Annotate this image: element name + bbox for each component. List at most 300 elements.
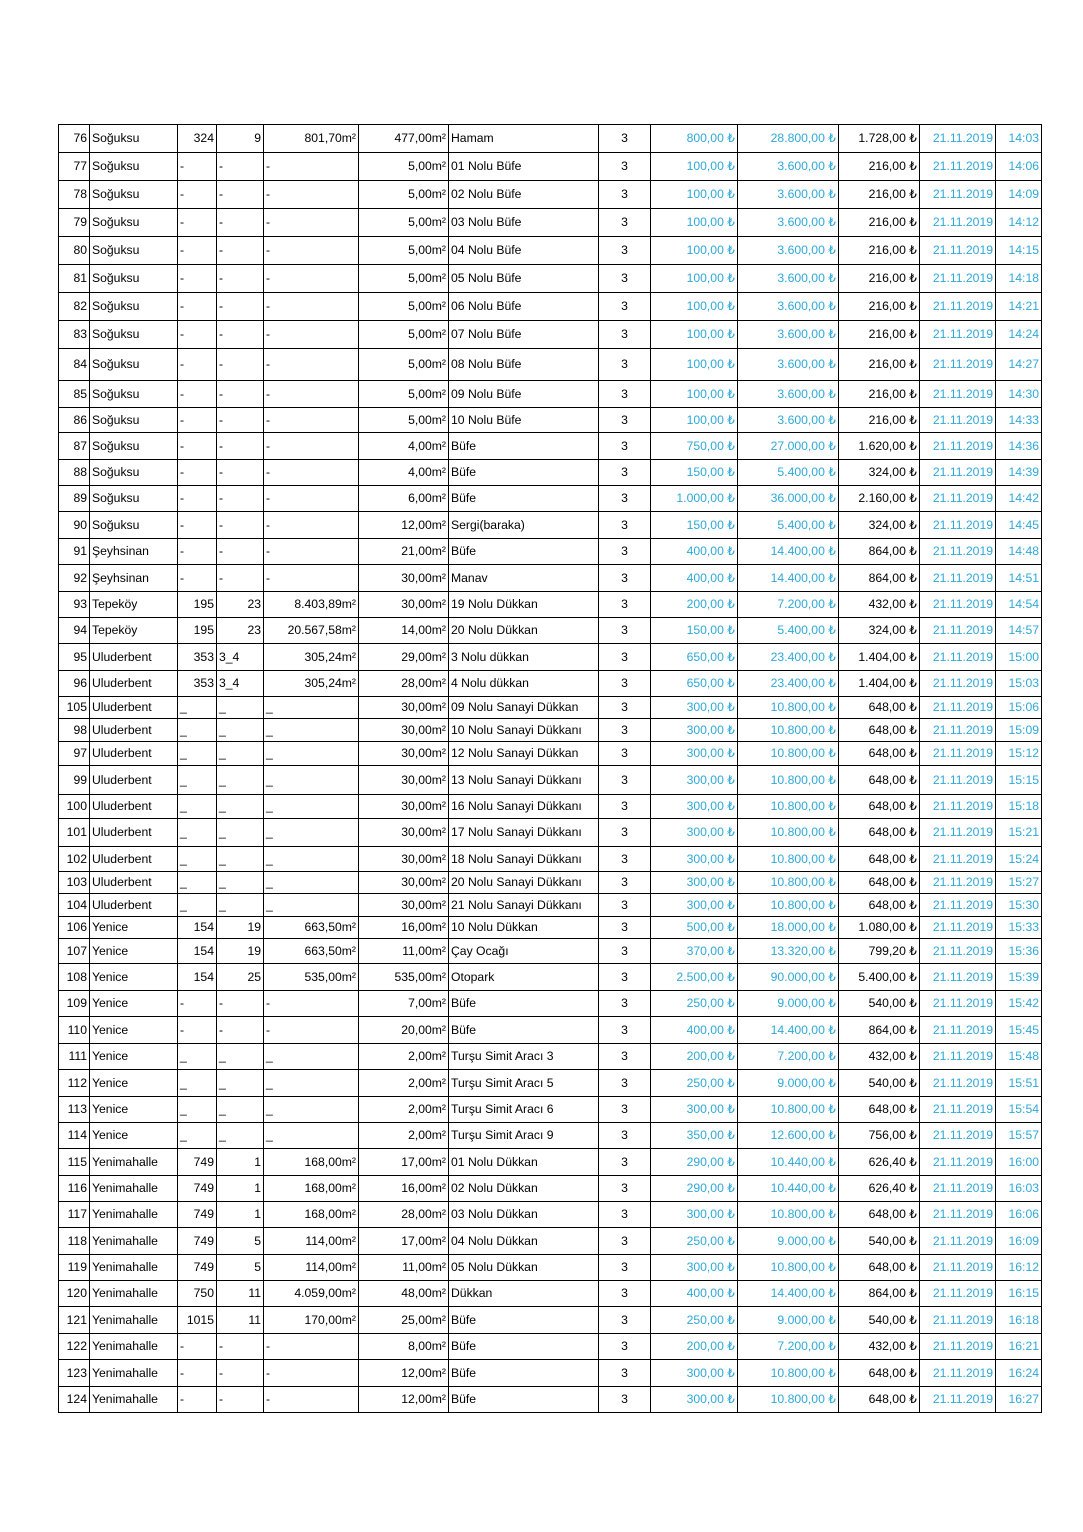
property-type-cell: Turşu Simit Aracı 5 [449,1070,599,1097]
rental-area-cell: 20,00m² [359,1017,449,1044]
property-type-cell: 20 Nolu Sanayi Dükkanı [449,872,599,894]
auction-time-cell: 15:09 [996,719,1042,742]
table-row [59,742,1042,766]
parcel-lot-cell: 1 [217,1176,264,1202]
auction-date-cell: 21.11.2019 [920,321,996,349]
table-row [59,719,1042,742]
table-row [59,697,1042,719]
lease-term-cell: 3 [599,939,651,964]
parcel-block-cell: 749 [178,1149,217,1176]
parcel-area-cell: - [264,237,359,265]
neighborhood-cell: Yenice [90,1097,178,1123]
neighborhood-cell: Soğuksu [90,408,178,433]
deposit-cell: 864,00 ₺ [839,565,920,592]
parcel-block-cell: _ [178,795,217,819]
auction-date-cell: 21.11.2019 [920,125,996,153]
monthly-rent-cell: 350,00 ₺ [651,1123,738,1149]
lease-term-cell: 3 [599,1123,651,1149]
auction-date-cell: 21.11.2019 [920,349,996,381]
row-number-cell: 112 [59,1070,90,1097]
neighborhood-cell: Yenice [90,939,178,964]
table-row [59,991,1042,1017]
deposit-cell: 648,00 ₺ [839,1387,920,1413]
auction-date-cell: 21.11.2019 [920,1044,996,1070]
neighborhood-cell: Şeyhsinan [90,565,178,592]
parcel-area-cell: _ [264,697,359,719]
neighborhood-cell: Tepeköy [90,592,178,618]
lease-term-cell: 3 [599,153,651,181]
parcel-lot-cell: - [217,991,264,1017]
row-number-cell: 89 [59,486,90,512]
rental-area-cell: 30,00m² [359,819,449,847]
total-price-cell: 5.400,00 ₺ [738,618,839,644]
lease-term-cell: 3 [599,1387,651,1413]
neighborhood-cell: Yenimahalle [90,1202,178,1228]
row-number-cell: 85 [59,381,90,408]
row-number-cell: 122 [59,1334,90,1360]
deposit-cell: 216,00 ₺ [839,181,920,209]
total-price-cell: 14.400,00 ₺ [738,565,839,592]
deposit-cell: 648,00 ₺ [839,766,920,795]
parcel-lot-cell: 11 [217,1281,264,1307]
table-row [59,644,1042,671]
auction-time-cell: 14:21 [996,293,1042,321]
auction-date-cell: 21.11.2019 [920,1255,996,1281]
lease-term-cell: 3 [599,917,651,939]
parcel-area-cell: - [264,153,359,181]
parcel-lot-cell: 3_4 [217,644,264,671]
table-row [59,1097,1042,1123]
property-type-cell: Büfe [449,1307,599,1334]
parcel-area-cell: 801,70m² [264,125,359,153]
neighborhood-cell: Şeyhsinan [90,539,178,565]
auction-date-cell: 21.11.2019 [920,872,996,894]
monthly-rent-cell: 300,00 ₺ [651,1202,738,1228]
total-price-cell: 3.600,00 ₺ [738,181,839,209]
property-type-cell: 13 Nolu Sanayi Dükkanı [449,766,599,795]
lease-term-cell: 3 [599,433,651,460]
rental-area-cell: 7,00m² [359,991,449,1017]
auction-time-cell: 15:51 [996,1070,1042,1097]
deposit-cell: 1.080,00 ₺ [839,917,920,939]
parcel-block-cell: 749 [178,1255,217,1281]
monthly-rent-cell: 300,00 ₺ [651,1360,738,1387]
property-type-cell: Büfe [449,1387,599,1413]
monthly-rent-cell: 650,00 ₺ [651,671,738,697]
monthly-rent-cell: 200,00 ₺ [651,592,738,618]
property-type-cell: Manav [449,565,599,592]
total-price-cell: 3.600,00 ₺ [738,153,839,181]
parcel-area-cell: _ [264,795,359,819]
parcel-lot-cell: _ [217,819,264,847]
auction-date-cell: 21.11.2019 [920,1360,996,1387]
parcel-area-cell: - [264,565,359,592]
auction-date-cell: 21.11.2019 [920,293,996,321]
property-type-cell: Büfe [449,460,599,486]
monthly-rent-cell: 500,00 ₺ [651,917,738,939]
total-price-cell: 10.800,00 ₺ [738,795,839,819]
parcel-lot-cell: - [217,512,264,539]
deposit-cell: 1.620,00 ₺ [839,433,920,460]
rental-area-cell: 12,00m² [359,1387,449,1413]
monthly-rent-cell: 200,00 ₺ [651,1044,738,1070]
auction-date-cell: 21.11.2019 [920,237,996,265]
auction-time-cell: 14:27 [996,349,1042,381]
lease-term-cell: 3 [599,1228,651,1255]
auction-date-cell: 21.11.2019 [920,265,996,293]
table-row [59,433,1042,460]
auction-time-cell: 15:12 [996,742,1042,766]
rental-area-cell: 30,00m² [359,872,449,894]
total-price-cell: 3.600,00 ₺ [738,237,839,265]
total-price-cell: 10.800,00 ₺ [738,1255,839,1281]
row-number-cell: 119 [59,1255,90,1281]
parcel-lot-cell: _ [217,847,264,872]
parcel-area-cell: - [264,991,359,1017]
auction-time-cell: 14:39 [996,460,1042,486]
table-row [59,125,1042,153]
parcel-area-cell: - [264,1387,359,1413]
property-type-cell: 09 Nolu Büfe [449,381,599,408]
total-price-cell: 9.000,00 ₺ [738,1228,839,1255]
parcel-block-cell: - [178,293,217,321]
auction-time-cell: 16:09 [996,1228,1042,1255]
parcel-area-cell: _ [264,872,359,894]
parcel-area-cell: - [264,293,359,321]
lease-term-cell: 3 [599,742,651,766]
parcel-area-cell: - [264,381,359,408]
rental-area-cell: 477,00m² [359,125,449,153]
auction-time-cell: 14:06 [996,153,1042,181]
property-type-cell: 10 Nolu Dükkan [449,917,599,939]
auction-date-cell: 21.11.2019 [920,486,996,512]
neighborhood-cell: Soğuksu [90,512,178,539]
total-price-cell: 10.440,00 ₺ [738,1176,839,1202]
lease-term-cell: 3 [599,819,651,847]
parcel-lot-cell: 19 [217,917,264,939]
auction-date-cell: 21.11.2019 [920,565,996,592]
auction-date-cell: 21.11.2019 [920,618,996,644]
parcel-block-cell: - [178,433,217,460]
row-number-cell: 80 [59,237,90,265]
auction-date-cell: 21.11.2019 [920,153,996,181]
table-row [59,512,1042,539]
rental-area-cell: 4,00m² [359,460,449,486]
monthly-rent-cell: 290,00 ₺ [651,1176,738,1202]
parcel-block-cell: - [178,153,217,181]
auction-date-cell: 21.11.2019 [920,795,996,819]
deposit-cell: 540,00 ₺ [839,1228,920,1255]
row-number-cell: 90 [59,512,90,539]
neighborhood-cell: Uluderbent [90,894,178,917]
parcel-block-cell: 195 [178,618,217,644]
lease-term-cell: 3 [599,618,651,644]
lease-term-cell: 3 [599,565,651,592]
parcel-lot-cell: - [217,1017,264,1044]
deposit-cell: 324,00 ₺ [839,512,920,539]
table-row [59,1202,1042,1228]
monthly-rent-cell: 100,00 ₺ [651,181,738,209]
auction-time-cell: 16:03 [996,1176,1042,1202]
row-number-cell: 102 [59,847,90,872]
total-price-cell: 10.800,00 ₺ [738,847,839,872]
lease-term-cell: 3 [599,460,651,486]
parcel-area-cell: - [264,539,359,565]
auction-date-cell: 21.11.2019 [920,1334,996,1360]
row-number-cell: 87 [59,433,90,460]
rental-area-cell: 5,00m² [359,181,449,209]
property-type-cell: Büfe [449,433,599,460]
deposit-cell: 799,20 ₺ [839,939,920,964]
total-price-cell: 14.400,00 ₺ [738,1017,839,1044]
total-price-cell: 3.600,00 ₺ [738,408,839,433]
parcel-area-cell: _ [264,1044,359,1070]
table-row [59,381,1042,408]
rental-area-cell: 29,00m² [359,644,449,671]
parcel-block-cell: _ [178,819,217,847]
auction-time-cell: 16:24 [996,1360,1042,1387]
neighborhood-cell: Soğuksu [90,265,178,293]
row-number-cell: 83 [59,321,90,349]
auction-date-cell: 21.11.2019 [920,1228,996,1255]
neighborhood-cell: Uluderbent [90,742,178,766]
deposit-cell: 216,00 ₺ [839,349,920,381]
property-type-cell: Sergi(baraka) [449,512,599,539]
parcel-block-cell: - [178,1387,217,1413]
table-row [59,237,1042,265]
auction-time-cell: 16:15 [996,1281,1042,1307]
rental-area-cell: 5,00m² [359,349,449,381]
table-row [59,486,1042,512]
deposit-cell: 216,00 ₺ [839,293,920,321]
monthly-rent-cell: 300,00 ₺ [651,1255,738,1281]
neighborhood-cell: Uluderbent [90,766,178,795]
deposit-cell: 648,00 ₺ [839,1360,920,1387]
property-type-cell: 10 Nolu Sanayi Dükkanı [449,719,599,742]
lease-term-cell: 3 [599,991,651,1017]
parcel-area-cell: - [264,408,359,433]
property-type-cell: Büfe [449,1017,599,1044]
monthly-rent-cell: 400,00 ₺ [651,1281,738,1307]
property-type-cell: 4 Nolu dükkan [449,671,599,697]
deposit-cell: 216,00 ₺ [839,321,920,349]
property-type-cell: 03 Nolu Dükkan [449,1202,599,1228]
parcel-area-cell: _ [264,819,359,847]
total-price-cell: 18.000,00 ₺ [738,917,839,939]
table-body [59,125,1042,1413]
auction-date-cell: 21.11.2019 [920,964,996,991]
auction-time-cell: 16:18 [996,1307,1042,1334]
table-row [59,1360,1042,1387]
rental-area-cell: 30,00m² [359,697,449,719]
rental-area-cell: 5,00m² [359,381,449,408]
property-type-cell: Büfe [449,1334,599,1360]
monthly-rent-cell: 100,00 ₺ [651,408,738,433]
parcel-lot-cell: - [217,153,264,181]
total-price-cell: 10.800,00 ₺ [738,697,839,719]
rental-area-cell: 6,00m² [359,486,449,512]
parcel-block-cell: _ [178,766,217,795]
lease-term-cell: 3 [599,766,651,795]
table-row [59,917,1042,939]
auction-time-cell: 16:12 [996,1255,1042,1281]
lease-term-cell: 3 [599,237,651,265]
monthly-rent-cell: 150,00 ₺ [651,460,738,486]
parcel-block-cell: - [178,321,217,349]
monthly-rent-cell: 1.000,00 ₺ [651,486,738,512]
neighborhood-cell: Yenimahalle [90,1307,178,1334]
rental-area-cell: 5,00m² [359,293,449,321]
neighborhood-cell: Yenimahalle [90,1228,178,1255]
parcel-block-cell: - [178,265,217,293]
deposit-cell: 1.404,00 ₺ [839,671,920,697]
table-row [59,539,1042,565]
row-number-cell: 95 [59,644,90,671]
neighborhood-cell: Uluderbent [90,697,178,719]
parcel-area-cell: - [264,433,359,460]
lease-term-cell: 3 [599,795,651,819]
total-price-cell: 28.800,00 ₺ [738,125,839,153]
lease-term-cell: 3 [599,539,651,565]
lease-term-cell: 3 [599,486,651,512]
rental-area-cell: 17,00m² [359,1228,449,1255]
total-price-cell: 10.800,00 ₺ [738,819,839,847]
row-number-cell: 106 [59,917,90,939]
neighborhood-cell: Yenimahalle [90,1387,178,1413]
neighborhood-cell: Soğuksu [90,125,178,153]
monthly-rent-cell: 300,00 ₺ [651,795,738,819]
total-price-cell: 36.000,00 ₺ [738,486,839,512]
deposit-cell: 648,00 ₺ [839,719,920,742]
property-type-cell: 19 Nolu Dükkan [449,592,599,618]
parcel-lot-cell: 11 [217,1307,264,1334]
lease-term-cell: 3 [599,592,651,618]
parcel-lot-cell: _ [217,795,264,819]
property-type-cell: Çay Ocağı [449,939,599,964]
auction-time-cell: 14:15 [996,237,1042,265]
parcel-lot-cell: _ [217,1070,264,1097]
parcel-block-cell: - [178,991,217,1017]
parcel-lot-cell: - [217,237,264,265]
total-price-cell: 7.200,00 ₺ [738,592,839,618]
table-row [59,872,1042,894]
parcel-lot-cell: - [217,321,264,349]
parcel-lot-cell: - [217,209,264,237]
total-price-cell: 3.600,00 ₺ [738,265,839,293]
deposit-cell: 648,00 ₺ [839,819,920,847]
deposit-cell: 648,00 ₺ [839,1202,920,1228]
table-row [59,1070,1042,1097]
neighborhood-cell: Soğuksu [90,153,178,181]
rental-area-cell: 2,00m² [359,1123,449,1149]
property-type-cell: Turşu Simit Aracı 6 [449,1097,599,1123]
total-price-cell: 10.800,00 ₺ [738,1360,839,1387]
total-price-cell: 3.600,00 ₺ [738,349,839,381]
parcel-block-cell: _ [178,1044,217,1070]
parcel-area-cell: - [264,486,359,512]
parcel-area-cell: - [264,265,359,293]
parcel-lot-cell: _ [217,872,264,894]
lease-term-cell: 3 [599,1255,651,1281]
table-row [59,1176,1042,1202]
parcel-block-cell: _ [178,1123,217,1149]
total-price-cell: 90.000,00 ₺ [738,964,839,991]
parcel-lot-cell: 1 [217,1202,264,1228]
auction-time-cell: 14:54 [996,592,1042,618]
total-price-cell: 10.800,00 ₺ [738,1387,839,1413]
parcel-block-cell: _ [178,742,217,766]
parcel-block-cell: 750 [178,1281,217,1307]
row-number-cell: 123 [59,1360,90,1387]
auction-time-cell: 15:27 [996,872,1042,894]
row-number-cell: 105 [59,697,90,719]
row-number-cell: 99 [59,766,90,795]
monthly-rent-cell: 100,00 ₺ [651,321,738,349]
neighborhood-cell: Soğuksu [90,460,178,486]
deposit-cell: 864,00 ₺ [839,1017,920,1044]
auction-time-cell: 14:36 [996,433,1042,460]
total-price-cell: 3.600,00 ₺ [738,321,839,349]
parcel-block-cell: 1015 [178,1307,217,1334]
lease-term-cell: 3 [599,1044,651,1070]
auction-date-cell: 21.11.2019 [920,1281,996,1307]
deposit-cell: 5.400,00 ₺ [839,964,920,991]
lease-term-cell: 3 [599,1070,651,1097]
table-row [59,408,1042,433]
property-type-cell: 10 Nolu Büfe [449,408,599,433]
parcel-lot-cell: 23 [217,618,264,644]
parcel-lot-cell: _ [217,742,264,766]
neighborhood-cell: Soğuksu [90,349,178,381]
row-number-cell: 116 [59,1176,90,1202]
auction-time-cell: 15:24 [996,847,1042,872]
property-type-cell: 02 Nolu Dükkan [449,1176,599,1202]
parcel-lot-cell: 5 [217,1255,264,1281]
auction-date-cell: 21.11.2019 [920,433,996,460]
monthly-rent-cell: 200,00 ₺ [651,1334,738,1360]
row-number-cell: 91 [59,539,90,565]
property-type-cell: Büfe [449,486,599,512]
auction-date-cell: 21.11.2019 [920,719,996,742]
deposit-cell: 648,00 ₺ [839,697,920,719]
total-price-cell: 9.000,00 ₺ [738,991,839,1017]
auction-time-cell: 14:45 [996,512,1042,539]
property-type-cell: Turşu Simit Aracı 9 [449,1123,599,1149]
monthly-rent-cell: 300,00 ₺ [651,719,738,742]
property-type-cell: 02 Nolu Büfe [449,181,599,209]
table-row [59,1334,1042,1360]
parcel-area-cell: 663,50m² [264,939,359,964]
parcel-area-cell: _ [264,847,359,872]
deposit-cell: 2.160,00 ₺ [839,486,920,512]
auction-date-cell: 21.11.2019 [920,847,996,872]
monthly-rent-cell: 300,00 ₺ [651,697,738,719]
auction-time-cell: 16:06 [996,1202,1042,1228]
parcel-lot-cell: 23 [217,592,264,618]
auction-time-cell: 14:09 [996,181,1042,209]
neighborhood-cell: Soğuksu [90,433,178,460]
auction-date-cell: 21.11.2019 [920,939,996,964]
lease-term-cell: 3 [599,644,651,671]
table-row [59,618,1042,644]
total-price-cell: 9.000,00 ₺ [738,1070,839,1097]
table-row [59,293,1042,321]
table-row [59,1017,1042,1044]
rental-area-cell: 2,00m² [359,1044,449,1070]
neighborhood-cell: Yenimahalle [90,1281,178,1307]
property-type-cell: 3 Nolu dükkan [449,644,599,671]
rental-area-cell: 30,00m² [359,742,449,766]
